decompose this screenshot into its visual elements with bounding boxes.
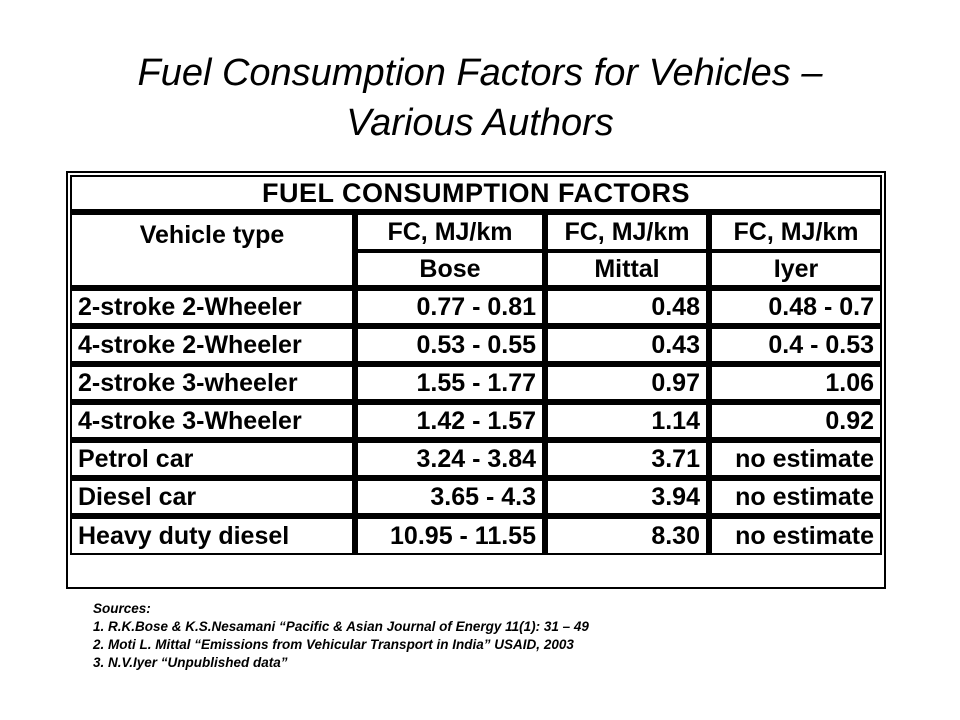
bose-cell: 1.55 - 1.77	[356, 365, 546, 403]
bose-cell: 0.77 - 0.81	[356, 289, 546, 327]
vehicle-cell: Diesel car	[70, 479, 356, 517]
mittal-cell: 8.30	[546, 517, 710, 555]
header-vehicle-type: Vehicle type	[70, 213, 356, 289]
sources-block	[93, 600, 589, 672]
mittal-cell: 3.94	[546, 479, 710, 517]
vehicle-cell: 4-stroke 2-Wheeler	[70, 327, 356, 365]
table-title: FUEL CONSUMPTION FACTORS	[70, 175, 882, 213]
vehicle-cell: 2-stroke 3-wheeler	[70, 365, 356, 403]
source-item: 1. R.K.Bose & K.S.Nesamani “Pacific & Asian Journal of Energy 11(1): 31 – 49	[93, 619, 589, 634]
header-row-units	[70, 213, 882, 251]
mittal-cell: 3.71	[546, 441, 710, 479]
slide-title	[0, 48, 960, 148]
mittal-cell: 0.97	[546, 365, 710, 403]
table-row	[70, 327, 882, 365]
table-row	[70, 441, 882, 479]
slide-title-line-1: Fuel Consumption Factors for Vehicles –	[137, 52, 823, 94]
vehicle-cell: 2-stroke 2-Wheeler	[70, 289, 356, 327]
header-author-mittal: Mittal	[546, 251, 710, 289]
table-row	[70, 289, 882, 327]
iyer-cell: 0.92	[710, 403, 882, 441]
iyer-cell: no estimate	[710, 479, 882, 517]
vehicle-cell: 4-stroke 3-Wheeler	[70, 403, 356, 441]
iyer-cell: 0.4 - 0.53	[710, 327, 882, 365]
table-row	[70, 365, 882, 403]
header-unit-mittal: FC, MJ/km	[546, 213, 710, 251]
bose-cell: 3.65 - 4.3	[356, 479, 546, 517]
vehicle-cell: Heavy duty diesel	[70, 517, 356, 555]
vehicle-cell: Petrol car	[70, 441, 356, 479]
header-unit-bose: FC, MJ/km	[356, 213, 546, 251]
slide-title-line-2: Various Authors	[346, 102, 614, 144]
mittal-cell: 1.14	[546, 403, 710, 441]
fuel-consumption-table	[70, 175, 882, 555]
header-author-bose: Bose	[356, 251, 546, 289]
sources-heading: Sources:	[93, 601, 151, 616]
table-row	[70, 479, 882, 517]
table-row	[70, 403, 882, 441]
bose-cell: 1.42 - 1.57	[356, 403, 546, 441]
mittal-cell: 0.48	[546, 289, 710, 327]
bose-cell: 0.53 - 0.55	[356, 327, 546, 365]
table-title-row	[70, 175, 882, 213]
iyer-cell: 0.48 - 0.7	[710, 289, 882, 327]
mittal-cell: 0.43	[546, 327, 710, 365]
table-row	[70, 517, 882, 555]
bose-cell: 10.95 - 11.55	[356, 517, 546, 555]
header-unit-iyer: FC, MJ/km	[710, 213, 882, 251]
iyer-cell: 1.06	[710, 365, 882, 403]
header-author-iyer: Iyer	[710, 251, 882, 289]
source-item: 2. Moti L. Mittal “Emissions from Vehicular Transport in India” USAID, 2003	[93, 637, 574, 652]
bose-cell: 3.24 - 3.84	[356, 441, 546, 479]
iyer-cell: no estimate	[710, 441, 882, 479]
source-item: 3. N.V.Iyer “Unpublished data”	[93, 655, 288, 670]
iyer-cell: no estimate	[710, 517, 882, 555]
